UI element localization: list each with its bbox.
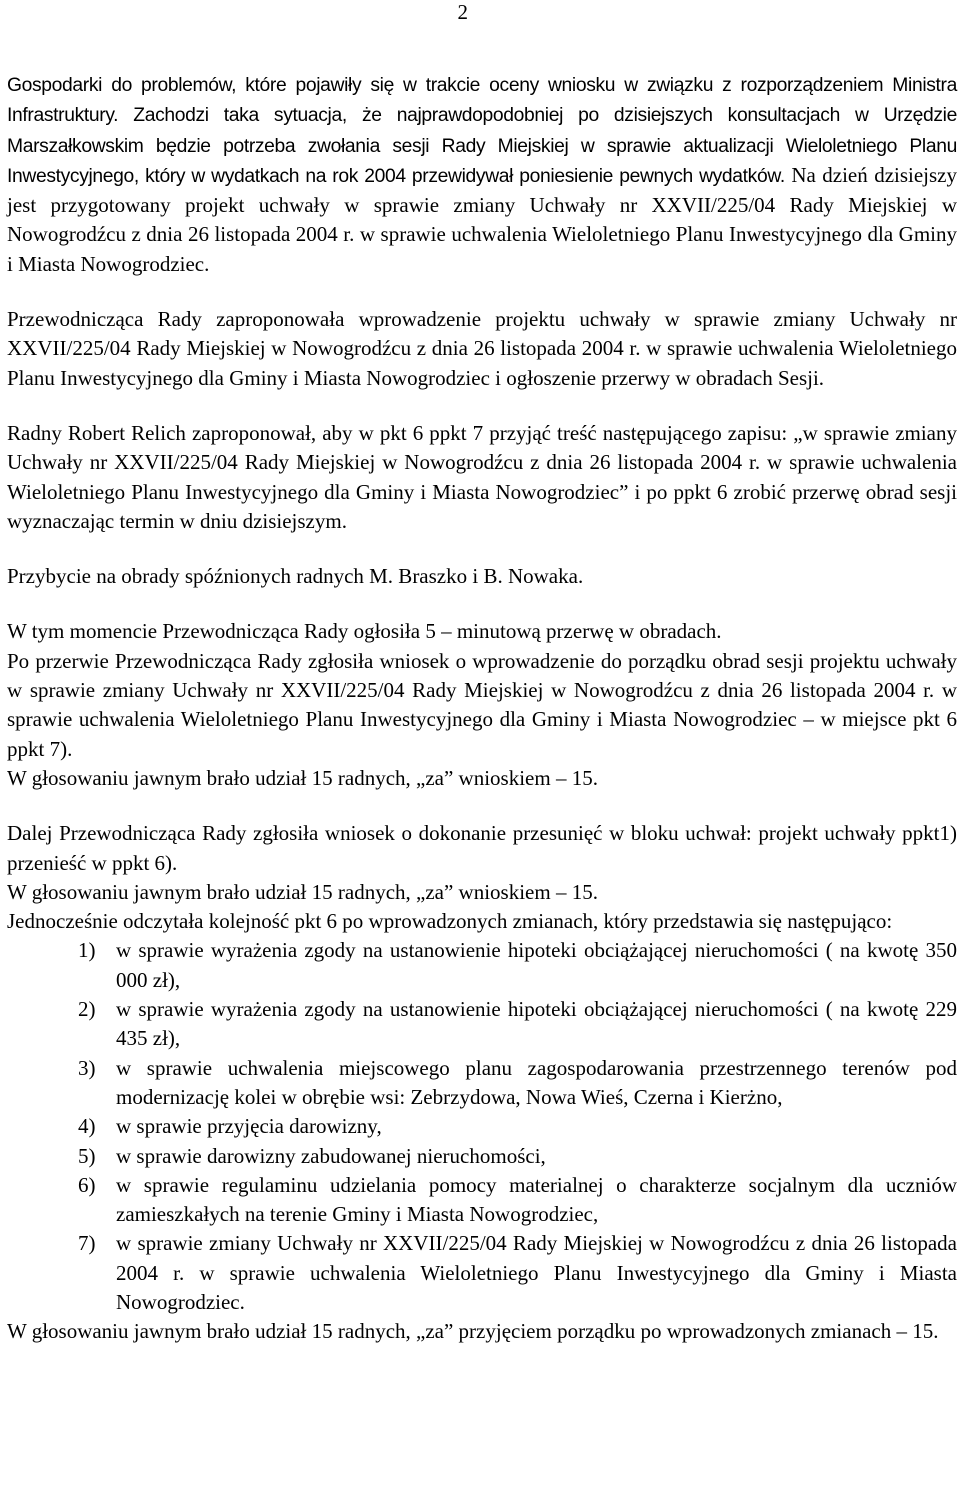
paragraph-reorder-motion: Dalej Przewodnicząca Rady zgłosiła wniosek o dokonanie przesunięć w bloku uchwał: projekt uchwały ppkt1) przenieść w ppkt 6). bbox=[7, 821, 957, 875]
list-item-number: 5) bbox=[78, 1143, 96, 1168]
list-item-number: 1) bbox=[78, 938, 96, 963]
paragraph-intro-sans: Gospodarki do problemów, które pojawiły się w trakcie oceny wniosku w związku z rozporządzeniem Ministra Infrastruktury. Zachodzi taka sytuacja, że najprawdopodobniej po dzisiejszych konsultacjach w Urzędzie Marszałkowskim będzie potrzeba zwołania sesji Rady Miejskiej w sprawie aktualizacji Wieloletniego Planu Inwestycyjnego, który w wydatkach na rok 2004 przewidywał poniesienie pewnych wydatków. bbox=[7, 75, 957, 187]
list-item bbox=[7, 1142, 957, 1171]
list-item-number: 3) bbox=[78, 1055, 96, 1080]
paragraph-late-arrivals: Przybycie na obrady spóźnionych radnych M. Braszko i B. Nowaka. bbox=[7, 564, 584, 589]
list-item bbox=[7, 1171, 957, 1230]
document-body bbox=[7, 70, 957, 1347]
list-item-text: w sprawie wyrażenia zgody na ustanowienie hipoteki obciążającej nieruchomości ( na kwotę 229 435 zł), bbox=[116, 997, 957, 1051]
list-item-text: w sprawie wyrażenia zgody na ustanowienie hipoteki obciążającej nieruchomości ( na kwotę 350 000 zł), bbox=[116, 938, 957, 992]
list-item bbox=[7, 1229, 957, 1317]
paragraph-intro-serif: Na dzień dzisiejszy jest przygotowany projekt uchwały w sprawie zmiany Uchwały nr XXVII/225/04 Rady Miejskiej w Nowogrodźcu z dnia 26 listopada 2004 r. w sprawie uchwalenia Wieloletniego Planu Inwestycyjnego dla Gminy i Miasta Nowogrodziec. bbox=[7, 162, 958, 276]
paragraph-vote-3: W głosowaniu jawnym brało udział 15 radnych, „za” przyjęciem porządku po wprowadzonych zmianach – 15. bbox=[7, 1319, 939, 1344]
paragraph-vote-2: W głosowaniu jawnym brało udział 15 radnych, „za” wnioskiem – 15. bbox=[7, 879, 598, 904]
list-item-text: w sprawie przyjęcia darowizny, bbox=[116, 1114, 382, 1139]
list-item-number: 4) bbox=[78, 1114, 96, 1139]
list-item bbox=[7, 1112, 957, 1141]
list-item bbox=[7, 936, 957, 995]
paragraph-order-intro: Jednocześnie odczytała kolejność pkt 6 po wprowadzonych zmianach, który przedstawia się następująco: bbox=[7, 909, 893, 934]
list-item-number: 6) bbox=[78, 1172, 96, 1197]
list-item-text: w sprawie zmiany Uchwały nr XXVII/225/04 Rady Miejskiej w Nowogrodźcu z dnia 26 listopada 2004 r. w sprawie uchwalenia Wieloletniego Planu Inwestycyjnego dla Gminy i Miasta Nowogrodziec. bbox=[116, 1231, 957, 1314]
paragraph-break: W tym momencie Przewodnicząca Rady ogłosiła 5 – minutową przerwę w obradach. bbox=[7, 619, 722, 644]
list-item bbox=[7, 1054, 957, 1113]
paragraph-intro bbox=[7, 70, 957, 279]
paragraph-councillor-proposal: Radny Robert Relich zaproponował, aby w pkt 6 ppkt 7 przyjąć treść następującego zapisu: „w sprawie zmiany Uchwały nr XXVII/225/04 Rady Miejskiej w Nowogrodźcu z dnia 26 listopada 2004 r. w sprawie uchwalenia Wieloletniego Planu Inwestycyjnego dla Gminy i Miasta Nowogrodziec” i po ppkt 6 zrobić przerwę obrad sesji wyznaczając termin w dniu dzisiejszym. bbox=[7, 420, 957, 533]
list-item-text: w sprawie darowizny zabudowanej nieruchomości, bbox=[116, 1143, 546, 1168]
agenda-list bbox=[7, 936, 957, 1317]
list-item-text: w sprawie regulaminu udzielania pomocy materialnej o charakterze socjalnym dla uczniów zamieszkałych na terenie Gminy i Miasta Nowogrodziec, bbox=[116, 1172, 957, 1227]
paragraph-motion: Po przerwie Przewodnicząca Rady zgłosiła wniosek o wprowadzenie do porządku obrad sesji projektu uchwały w sprawie zmiany Uchwały nr XXVII/225/04 Rady Miejskiej w Nowogrodźcu z dnia 26 listopada 2004 r. w sprawie uchwalenia Wieloletniego Planu Inwestycyjnego dla Gminy i Miasta Nowogrodziec – w miejsce pkt 6 ppkt 7). bbox=[7, 648, 957, 761]
list-item-number: 7) bbox=[78, 1231, 96, 1256]
paragraph-chair-proposal: Przewodnicząca Rady zaproponowała wprowadzenie projektu uchwały w sprawie zmiany Uchwały nr XXVII/225/04 Rady Miejskiej w Nowogrodźcu z dnia 26 listopada 2004 r. w sprawie uchwalenia Wieloletniego Planu Inwestycyjnego dla Gminy i Miasta Nowogrodziec i ogłoszenie przerwy w obradach Sesji. bbox=[7, 307, 957, 390]
list-item-number: 2) bbox=[78, 997, 96, 1022]
paragraph-vote-1: W głosowaniu jawnym brało udział 15 radnych, „za” wnioskiem – 15. bbox=[7, 765, 598, 790]
list-item bbox=[7, 995, 957, 1054]
list-item-text: w sprawie uchwalenia miejscowego planu zagospodarowania przestrzennego terenów pod modernizację kolei w obrębie wsi: Zebrzydowa, Nowa Wieś, Czerna i Kierżno, bbox=[116, 1055, 957, 1109]
page-number: 2 bbox=[457, 0, 468, 24]
